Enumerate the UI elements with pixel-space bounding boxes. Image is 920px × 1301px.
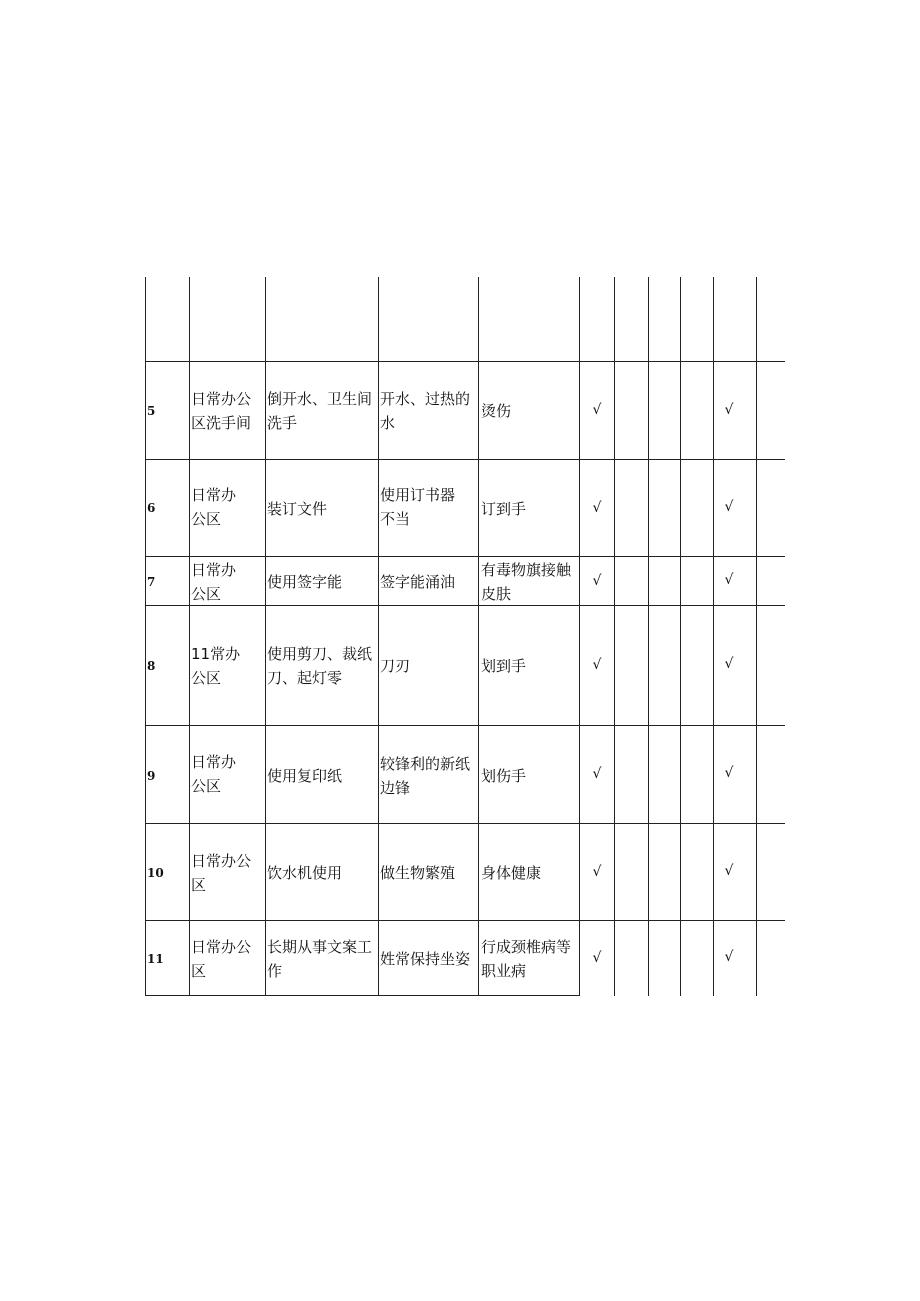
check-mark: √ bbox=[724, 765, 734, 781]
table-divider bbox=[756, 277, 757, 996]
row-number: 11 bbox=[147, 952, 164, 966]
work-activity: 使用签字能 bbox=[267, 573, 343, 591]
table-border-left bbox=[145, 277, 146, 996]
check-mark: √ bbox=[724, 572, 734, 588]
hazard-source: 做生物繁殖 bbox=[380, 864, 456, 882]
hazard-source: 签字能涌油 bbox=[380, 573, 456, 591]
row-divider bbox=[145, 920, 785, 921]
check-mark: √ bbox=[724, 949, 734, 965]
row-number: 10 bbox=[147, 866, 164, 880]
row-divider bbox=[145, 605, 785, 606]
risk: 划到手 bbox=[481, 657, 527, 675]
table-divider bbox=[579, 277, 580, 996]
risk: 烫伤 bbox=[481, 402, 512, 420]
work-area: 日常办公 区洗手间 bbox=[191, 390, 252, 432]
check-mark: √ bbox=[592, 950, 602, 966]
table-divider bbox=[478, 277, 479, 996]
table-divider bbox=[614, 277, 615, 996]
check-mark: √ bbox=[592, 500, 602, 516]
risk: 有毒物旗接触 皮肤 bbox=[481, 561, 572, 603]
row-divider bbox=[145, 725, 785, 726]
risk: 身体健康 bbox=[481, 864, 542, 882]
work-activity: 使用剪刀、裁纸 刀、起灯零 bbox=[267, 645, 373, 687]
check-mark: √ bbox=[592, 573, 602, 589]
check-mark: √ bbox=[724, 863, 734, 879]
row-number: 7 bbox=[147, 575, 156, 589]
risk: 行成颈椎病等 职业病 bbox=[481, 938, 572, 980]
work-activity: 饮水机使用 bbox=[267, 864, 343, 882]
work-activity: 装订文件 bbox=[267, 500, 328, 518]
check-mark: √ bbox=[592, 402, 602, 418]
row-number: 5 bbox=[147, 404, 156, 418]
table-divider bbox=[189, 277, 190, 996]
table-divider bbox=[378, 277, 379, 996]
work-area: 日常办 公区 bbox=[191, 561, 237, 603]
work-activity: 使用复印纸 bbox=[267, 767, 343, 785]
hazard-source: 使用订书器 不当 bbox=[380, 486, 456, 528]
table-divider bbox=[680, 277, 681, 996]
row-divider bbox=[145, 361, 785, 362]
check-mark: √ bbox=[592, 766, 602, 782]
work-area: 日常办公 区 bbox=[191, 938, 252, 980]
table-border-bottom bbox=[145, 995, 580, 996]
row-divider bbox=[145, 823, 785, 824]
work-area: 日常办公 区 bbox=[191, 852, 252, 894]
work-activity: 长期从事文案工 作 bbox=[267, 938, 373, 980]
row-number: 9 bbox=[147, 769, 156, 783]
table-divider bbox=[648, 277, 649, 996]
row-number: 6 bbox=[147, 501, 156, 515]
hazard-source: 姓常保持坐姿 bbox=[380, 950, 471, 968]
row-number: 8 bbox=[147, 659, 156, 673]
work-activity: 倒开水、卫生间 洗手 bbox=[267, 390, 373, 432]
table-divider bbox=[265, 277, 266, 996]
hazard-source: 较锋利的新纸 边锋 bbox=[380, 755, 471, 797]
risk: 订到手 bbox=[481, 500, 527, 518]
row-divider bbox=[145, 459, 785, 460]
hazard-source: 刀刃 bbox=[380, 657, 411, 675]
hazard-source: 开水、过热的 水 bbox=[380, 390, 471, 432]
table-divider bbox=[713, 277, 714, 996]
check-mark: √ bbox=[724, 402, 734, 418]
check-mark: √ bbox=[592, 864, 602, 880]
work-area: 11常办 公区 bbox=[191, 645, 241, 687]
check-mark: √ bbox=[592, 657, 602, 673]
check-mark: √ bbox=[724, 499, 734, 515]
check-mark: √ bbox=[724, 656, 734, 672]
risk: 划伤手 bbox=[481, 767, 527, 785]
row-divider bbox=[145, 556, 785, 557]
work-area: 日常办 公区 bbox=[191, 753, 237, 795]
work-area: 日常办 公区 bbox=[191, 486, 237, 528]
